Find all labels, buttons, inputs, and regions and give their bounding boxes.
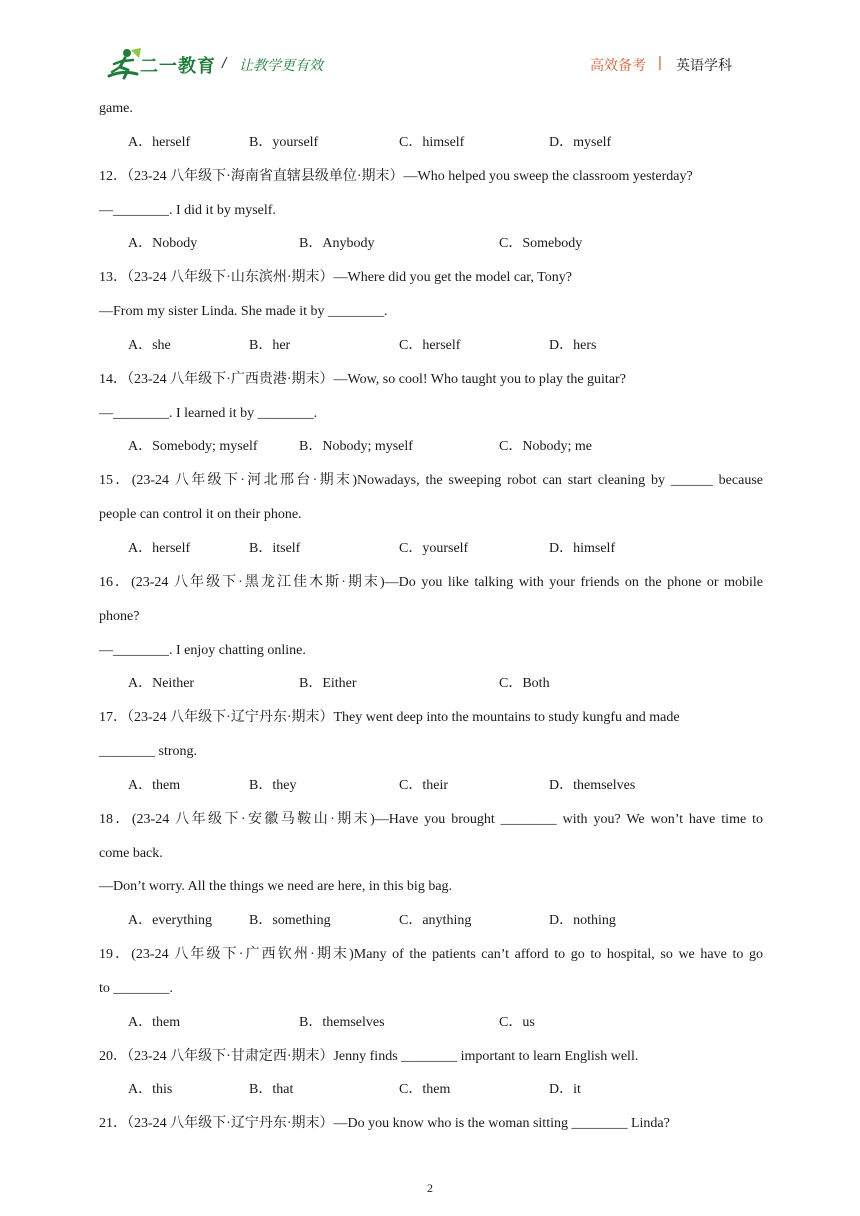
answer-options [99, 430, 763, 464]
answer-option[interactable]: B．Nobody; myself [299, 439, 413, 455]
question-text-line [99, 634, 763, 668]
question-text: 14．（23-24 八年级下·广西贵港·期末）—Wow, so cool! Who taught you to play the guitar? [99, 371, 626, 387]
answer-option[interactable]: C．anything [399, 913, 472, 929]
answer-options [99, 532, 763, 566]
answer-option[interactable]: A．herself [128, 134, 191, 150]
answer-options [99, 769, 763, 803]
question-text: —________. I enjoy chatting online. [99, 642, 306, 658]
question-text: —________. I learned it by ________. [99, 405, 318, 421]
answer-option[interactable]: A．herself [128, 540, 191, 556]
answer-option[interactable]: B．Either [299, 676, 357, 692]
answer-options [99, 1006, 763, 1040]
answer-option[interactable]: B．themselves [299, 1014, 385, 1030]
answer-option[interactable]: D．myself [549, 134, 612, 150]
answer-option[interactable]: C．their [399, 777, 448, 793]
question-text: come back. [99, 845, 163, 861]
answer-option[interactable]: A．Neither [128, 676, 195, 692]
question-text-line [99, 870, 763, 904]
answer-option[interactable]: C．yourself [399, 540, 469, 556]
question-text-line [99, 972, 763, 1006]
answer-option[interactable]: A．she [128, 337, 171, 353]
question-text: —Don’t worry. All the things we need are here, in this big bag. [99, 879, 453, 895]
answer-option[interactable]: C．himself [399, 134, 465, 150]
answer-option[interactable]: C．herself [399, 337, 461, 353]
question-text-line [99, 1107, 763, 1141]
answer-option[interactable]: C．Somebody [499, 236, 583, 252]
answer-option[interactable]: C．Nobody; me [499, 439, 592, 455]
answer-options [99, 126, 763, 160]
question-text-line [99, 295, 763, 329]
answer-option[interactable]: D．himself [549, 540, 616, 556]
answer-option[interactable]: D．it [549, 1082, 581, 1098]
page-header [0, 0, 860, 92]
question-text-line [99, 701, 763, 735]
question-text: 16．(23-24 八年级下·黑龙江佳木斯·期末)—Do you like talking with your friends on the phone or mobile [99, 574, 763, 590]
question-text-line [99, 363, 763, 397]
question-text-line [99, 160, 763, 194]
header-tag-separator: | [658, 54, 662, 71]
answer-option[interactable]: B．her [249, 337, 291, 353]
answer-option[interactable]: A．everything [128, 913, 212, 929]
question-text-line [99, 498, 763, 532]
question-text-line [99, 397, 763, 431]
question-text-line [99, 1040, 763, 1074]
question-text: game. [99, 101, 133, 116]
question-list [99, 92, 763, 1141]
question-text: phone? [99, 608, 140, 624]
question-text-line [99, 600, 763, 634]
answer-option[interactable]: D．themselves [549, 777, 636, 793]
header-tag-exam: 高效备考 [590, 58, 646, 74]
answer-options [99, 904, 763, 938]
answer-option[interactable]: D．nothing [549, 913, 616, 929]
question-text-line [99, 566, 763, 600]
question-text-line [99, 261, 763, 295]
header-tag-subject: 英语学科 [676, 58, 732, 74]
answer-option[interactable]: A．Somebody; myself [128, 439, 258, 455]
question-text-line [99, 464, 763, 498]
question-text: to ________. [99, 980, 173, 996]
question-text-line [99, 938, 763, 972]
answer-option[interactable]: B．Anybody [299, 236, 375, 252]
answer-option[interactable]: B．they [249, 777, 297, 793]
answer-option[interactable]: A．them [128, 777, 181, 793]
question-text-line [99, 735, 763, 769]
logo-text: 二一教育 [140, 56, 216, 77]
answer-option[interactable]: A．Nobody [128, 236, 198, 252]
answer-option[interactable]: D．hers [549, 337, 597, 353]
question-text-line [99, 194, 763, 228]
answer-options [99, 227, 763, 261]
page-number: 2 [427, 1181, 433, 1195]
question-text-line [99, 837, 763, 871]
answer-option[interactable]: C．Both [499, 676, 550, 692]
answer-option[interactable]: C．them [399, 1082, 451, 1098]
answer-option[interactable]: B．itself [249, 540, 301, 556]
question-text-line [99, 92, 763, 126]
slogan-separator: / [222, 55, 227, 72]
slogan: 让教学更有效 [239, 58, 323, 74]
answer-options [99, 329, 763, 363]
question-text: people can control it on their phone. [99, 507, 302, 523]
answer-option[interactable]: A．this [128, 1082, 173, 1098]
answer-option[interactable]: B．yourself [249, 134, 319, 150]
question-text: 17．（23-24 八年级下·辽宁丹东·期末）They went deep into the mountains to study kungfu and made [99, 710, 680, 726]
answer-option[interactable]: B．that [249, 1082, 294, 1098]
answer-options [99, 1073, 763, 1107]
answer-option[interactable]: C．us [499, 1014, 535, 1030]
answer-option[interactable]: A．them [128, 1014, 181, 1030]
question-text: 21．（23-24 八年级下·辽宁丹东·期末）—Do you know who is the woman sitting ________ Linda? [99, 1116, 670, 1132]
question-text: ________ strong. [99, 744, 197, 760]
answer-options [99, 667, 763, 701]
question-text: —________. I did it by myself. [99, 202, 276, 218]
question-text: 12．（23-24 八年级下·海南省直辖县级单位·期末）—Who helped you sweep the classroom yesterday? [99, 168, 693, 184]
question-text: 15．(23-24 八年级下·河北邢台·期末)Nowadays, the sweeping robot can start cleaning by ______ because [99, 473, 763, 489]
question-text: 18．(23-24 八年级下·安徽马鞍山·期末)—Have you brought ________ with you? We won’t have time to [99, 811, 763, 827]
question-text: 19．(23-24 八年级下·广西钦州·期末)Many of the patients can’t afford to go to hospital, so we have to go [99, 947, 763, 963]
question-text: —From my sister Linda. She made it by ________. [99, 304, 388, 320]
question-text: 13．（23-24 八年级下·山东滨州·期末）—Where did you get the model car, Tony? [99, 270, 572, 286]
question-text: 20．（23-24 八年级下·甘肃定西·期末）Jenny finds ________ important to learn English well. [99, 1048, 639, 1064]
question-text-line [99, 803, 763, 837]
answer-option[interactable]: B．something [249, 913, 331, 929]
